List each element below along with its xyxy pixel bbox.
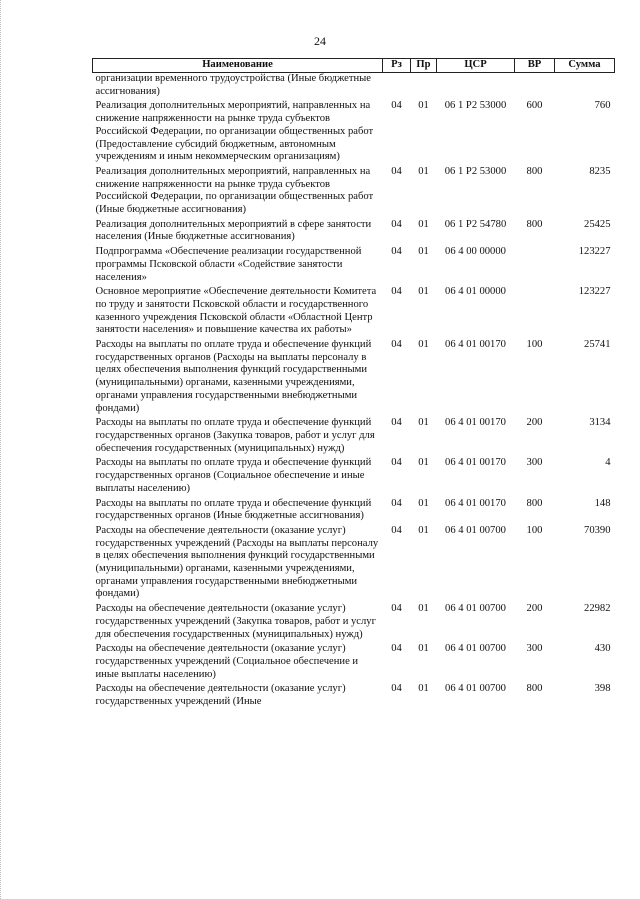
row-csr: 06 4 01 00170 xyxy=(445,417,506,429)
row-name: Подпрограмма «Обеспечение реализации государственной программы Псковской области «Содействие занятости населения» xyxy=(95,246,362,283)
scan-edge xyxy=(0,0,4,899)
row-rz: 04 xyxy=(391,497,402,509)
row-name: Реализация дополнительных мероприятий, направленных на снижение напряженности на рынке труда субъектов Российской Федерации, по организации общественных работ (Предоставление субсидий бюджетным, автономным учреждениям и иным некоммерческим организациям) xyxy=(95,100,374,163)
table-row xyxy=(93,498,615,525)
row-name: Реализация дополнительных мероприятий в сфере занятости населения (Иные бюджетные ассигнования) xyxy=(95,218,372,243)
header-name: Наименование xyxy=(93,59,383,73)
row-csr: 06 4 01 00700 xyxy=(445,683,506,695)
table-row xyxy=(93,683,615,710)
row-pr: 01 xyxy=(418,286,429,298)
row-sum: 25741 xyxy=(584,339,611,351)
row-vr xyxy=(515,286,555,339)
table-row xyxy=(93,525,615,603)
row-pr: 01 xyxy=(418,100,429,112)
row-csr: 06 4 01 00170 xyxy=(445,339,506,351)
row-name: Расходы на обеспечение деятельности (оказание услуг) государственных учреждений (Закупка товаров, работ и услуг для обеспечения государственных (муниципальных) нужд) xyxy=(95,603,376,640)
row-sum: 123227 xyxy=(578,246,611,258)
row-rz: 04 xyxy=(391,683,402,695)
row-sum: 4 xyxy=(605,457,611,469)
row-csr: 06 4 01 00000 xyxy=(445,286,506,298)
table-row xyxy=(93,603,615,643)
row-csr: 06 1 P2 53000 xyxy=(444,165,507,177)
row-name: Расходы на обеспечение деятельности (оказание услуг) государственных учреждений (Социальное обеспечение и иные выплаты населению) xyxy=(95,643,359,680)
row-sum: 8235 xyxy=(589,165,611,177)
row-vr xyxy=(515,246,555,286)
row-name: Расходы на выплаты по оплате труда и обеспечение функций государственных органов (Расходы на выплаты персоналу в целях обеспечения выполнения функций государственными (муниципальными) органами, казенными учреждениями, органами управления государственными внебюджетными фондами) xyxy=(95,339,372,414)
row-csr: 06 4 00 00000 xyxy=(445,246,506,258)
row-csr: 06 4 01 00170 xyxy=(445,497,506,509)
header-csr: ЦСР xyxy=(437,59,515,73)
row-sum: 25425 xyxy=(584,218,611,230)
row-vr: 800 xyxy=(526,218,543,230)
header-sum: Сумма xyxy=(555,59,615,73)
row-csr xyxy=(437,73,515,101)
row-rz: 04 xyxy=(391,417,402,429)
row-sum: 22982 xyxy=(584,603,611,615)
row-name: Расходы на выплаты по оплате труда и обеспечение функций государственных органов (Социальное обеспечение и иные выплаты населению) xyxy=(95,457,372,494)
table-row xyxy=(93,339,615,417)
row-rz: 04 xyxy=(391,643,402,655)
row-rz: 04 xyxy=(391,339,402,351)
table-row xyxy=(93,219,615,246)
table-row xyxy=(93,73,615,101)
page-number: 24 xyxy=(314,34,326,48)
table-row xyxy=(93,457,615,497)
row-csr: 06 4 01 00700 xyxy=(445,524,506,536)
row-vr: 800 xyxy=(526,683,543,695)
table-row xyxy=(93,100,615,166)
row-name: Расходы на выплаты по оплате труда и обеспечение функций государственных органов (Закупка товаров, работ и услуг для обеспечения государственных (муниципальных) нужд) xyxy=(95,417,375,454)
row-sum: 3134 xyxy=(589,417,611,429)
row-vr: 300 xyxy=(526,457,543,469)
row-vr: 200 xyxy=(526,603,543,615)
row-vr xyxy=(515,73,555,101)
table-header-row xyxy=(93,59,615,73)
row-sum: 148 xyxy=(594,497,611,509)
header-rz: Рз xyxy=(383,59,411,73)
table-row xyxy=(93,246,615,286)
row-name: организации временного трудоустройства (Иные бюджетные ассигнования) xyxy=(95,73,371,97)
row-rz: 04 xyxy=(391,100,402,112)
row-rz: 04 xyxy=(391,603,402,615)
row-pr: 01 xyxy=(418,218,429,230)
header-pr: Пр xyxy=(411,59,437,73)
row-sum xyxy=(555,73,615,101)
row-rz: 04 xyxy=(391,457,402,469)
row-pr: 01 xyxy=(418,339,429,351)
row-csr: 06 1 P2 54780 xyxy=(444,218,507,230)
row-sum: 70390 xyxy=(584,524,611,536)
header-vr: ВР xyxy=(515,59,555,73)
row-csr: 06 4 01 00700 xyxy=(445,643,506,655)
row-pr: 01 xyxy=(418,246,429,258)
row-vr: 800 xyxy=(526,497,543,509)
table-row xyxy=(93,286,615,339)
table-row xyxy=(93,166,615,219)
row-pr: 01 xyxy=(418,603,429,615)
row-name: Расходы на обеспечение деятельности (оказание услуг) государственных учреждений (Иные xyxy=(95,683,346,708)
row-csr: 06 1 P2 53000 xyxy=(444,100,507,112)
row-vr: 100 xyxy=(526,339,543,351)
row-pr: 01 xyxy=(418,457,429,469)
row-sum: 123227 xyxy=(578,286,611,298)
row-name: Расходы на обеспечение деятельности (оказание услуг) государственных учреждений (Расходы на выплаты персоналу в целях обеспечения выполнения функций государственными (муниципальными) органами, казенными учреждениями, органами управления государственными внебюджетными фондами) xyxy=(95,524,379,600)
row-rz: 04 xyxy=(391,165,402,177)
row-rz: 04 xyxy=(391,218,402,230)
row-csr: 06 4 01 00170 xyxy=(445,457,506,469)
row-vr: 600 xyxy=(526,100,543,112)
row-rz: 04 xyxy=(391,286,402,298)
row-sum: 398 xyxy=(594,683,611,695)
row-vr: 100 xyxy=(526,524,543,536)
table-row xyxy=(93,643,615,683)
row-csr: 06 4 01 00700 xyxy=(445,603,506,615)
row-pr: 01 xyxy=(418,524,429,536)
row-pr xyxy=(411,73,437,101)
row-sum: 430 xyxy=(594,643,611,655)
table-row xyxy=(93,417,615,457)
row-rz: 04 xyxy=(391,524,402,536)
row-name: Расходы на выплаты по оплате труда и обеспечение функций государственных органов (Иные бюджетные ассигнования) xyxy=(95,497,372,522)
row-vr: 800 xyxy=(526,165,543,177)
row-rz: 04 xyxy=(391,246,402,258)
row-sum: 760 xyxy=(594,100,611,112)
row-pr: 01 xyxy=(418,643,429,655)
row-rz xyxy=(383,73,411,101)
row-vr: 300 xyxy=(526,643,543,655)
row-vr: 200 xyxy=(526,417,543,429)
row-name: Реализация дополнительных мероприятий, направленных на снижение напряженности на рынке труда субъектов Российской Федерации, по организации общественных работ (Иные бюджетные ассигнования) xyxy=(95,165,374,216)
row-name: Основное мероприятие «Обеспечение деятельности Комитета по труду и занятости Псковской области и государственного казенного учреждения Псковской области «Областной Центр занятости населения» и повышение качества их работы» xyxy=(95,286,377,336)
budget-table xyxy=(92,58,615,711)
row-pr: 01 xyxy=(418,497,429,509)
row-pr: 01 xyxy=(418,683,429,695)
row-pr: 01 xyxy=(418,417,429,429)
row-pr: 01 xyxy=(418,165,429,177)
